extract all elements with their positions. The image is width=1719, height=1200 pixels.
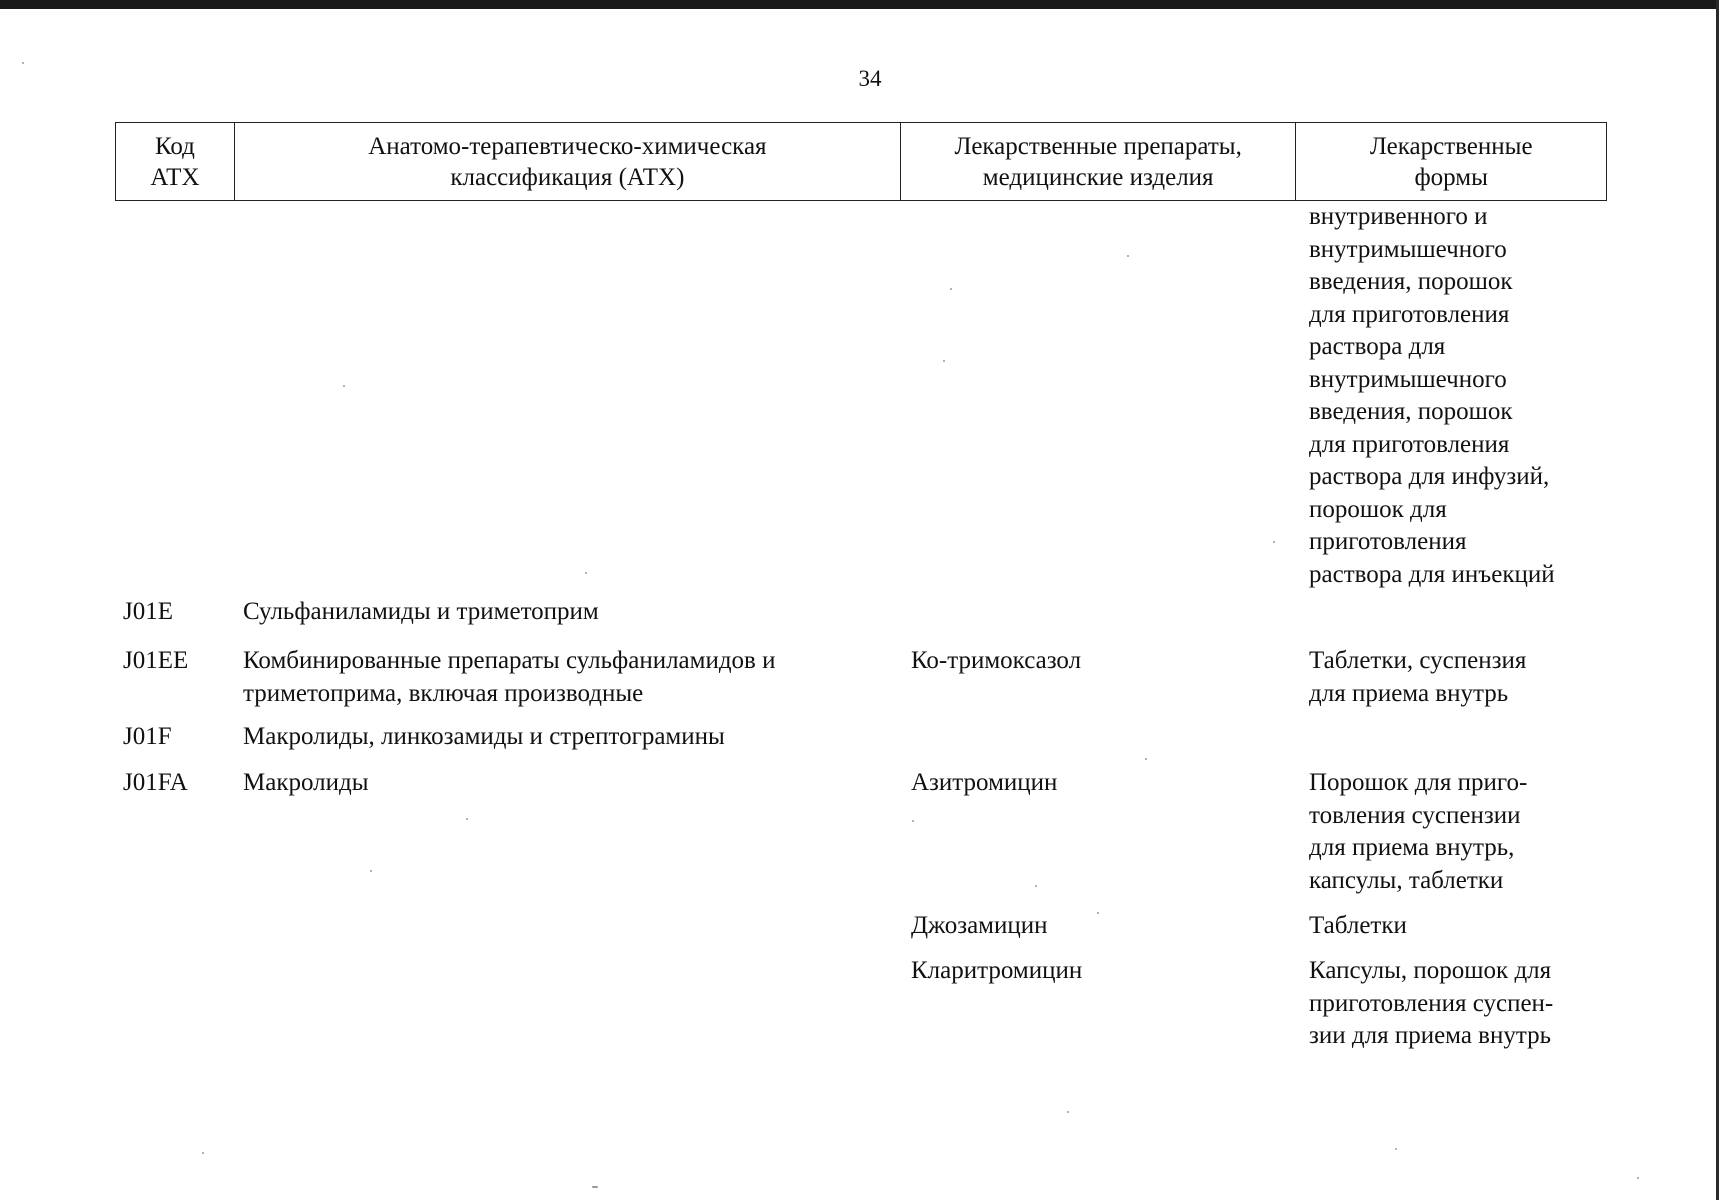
forms-line: капсулы, таблетки xyxy=(1309,866,1504,894)
header-text: Лекарственные xyxy=(1369,132,1533,160)
forms-line: внутривенного и xyxy=(1309,203,1488,230)
header-text: Лекарственные препараты, xyxy=(954,132,1242,160)
header-atc-classification xyxy=(235,123,901,200)
scan-speck xyxy=(912,820,914,822)
forms-line: введения, порошок xyxy=(1309,268,1513,295)
atc-classification xyxy=(243,721,908,754)
table-header xyxy=(115,122,1607,201)
top-border-line xyxy=(0,0,1719,9)
scan-speck xyxy=(950,288,952,290)
drug-name: Ко-тримоксазол xyxy=(911,647,1082,674)
scan-speck xyxy=(22,62,24,64)
forms-line: приготовления суспен- xyxy=(1309,989,1554,1017)
continuation-dosage-forms xyxy=(1309,201,1609,591)
atc-code: J01FA xyxy=(123,769,188,796)
classification-line: триметоприма, включая производные xyxy=(243,679,644,707)
forms-line: Таблетки, суспензия xyxy=(1309,647,1527,674)
forms-line: раствора для xyxy=(1309,333,1446,360)
scan-speck xyxy=(343,385,345,387)
forms-line: для приема внутрь, xyxy=(1309,834,1515,861)
scan-speck xyxy=(370,870,372,872)
forms-line: для приготовления xyxy=(1309,300,1510,328)
forms-line: порошок для xyxy=(1309,495,1447,523)
header-text: формы xyxy=(1414,163,1488,191)
header-drugs xyxy=(901,123,1296,200)
dosage-forms xyxy=(1309,767,1609,897)
forms-line: Порошок для приго- xyxy=(1309,769,1528,796)
forms-line: Капсулы, порошок для xyxy=(1309,957,1552,984)
scan-speck xyxy=(585,572,587,574)
forms-line: раствора для инфузий, xyxy=(1309,463,1550,490)
scan-speck xyxy=(1637,1177,1639,1179)
header-text: классификация (АТХ) xyxy=(450,163,685,191)
dosage-forms xyxy=(1309,955,1609,1053)
classification-line: Комбинированные препараты сульфаниламидов и xyxy=(243,647,776,674)
forms-line: раствора для инъекций xyxy=(1309,560,1555,588)
header-text: медицинские изделия xyxy=(982,163,1214,191)
atc-code: J01EE xyxy=(123,647,189,674)
atc-code: J01F xyxy=(123,723,172,750)
scan-speck xyxy=(943,360,945,362)
scan-speck xyxy=(466,818,468,820)
dosage-forms xyxy=(1309,645,1609,710)
header-text: Анатомо-терапевтическо-химическая xyxy=(368,132,767,160)
scan-speck xyxy=(1035,885,1037,887)
scan-speck xyxy=(1067,1111,1069,1113)
header-text: Код xyxy=(154,132,195,160)
drug-name: Кларитромицин xyxy=(911,957,1083,984)
forms-line: приготовления xyxy=(1309,528,1467,555)
forms-line: для приготовления xyxy=(1309,430,1510,458)
header-text: АТХ xyxy=(150,163,200,191)
drug-name: Джозамицин xyxy=(911,912,1048,939)
atc-classification xyxy=(243,645,908,710)
forms-line: введения, порошок xyxy=(1309,398,1513,425)
forms-line: внутримышечного xyxy=(1309,235,1507,263)
header-atc-code xyxy=(116,123,235,200)
classification-line: Макролиды, линкозамиды и стрептограмины xyxy=(243,723,725,750)
classification-line: Макролиды xyxy=(243,769,369,796)
atc-classification xyxy=(243,596,908,629)
forms-line: внутримышечного xyxy=(1309,365,1507,393)
forms-line: зии для приема внутрь xyxy=(1309,1022,1551,1049)
scan-speck xyxy=(1273,541,1275,543)
classification-line: Сульфаниламиды и триметоприм xyxy=(243,598,599,625)
atc-classification xyxy=(243,767,908,800)
forms-line: для приема внутрь xyxy=(1309,679,1509,707)
scan-speck xyxy=(592,1186,598,1188)
atc-code: J01E xyxy=(123,598,173,625)
drug-name: Азитромицин xyxy=(911,769,1058,796)
scan-speck xyxy=(202,1152,204,1154)
scan-speck xyxy=(1395,1148,1397,1150)
page-number: 34 xyxy=(858,66,882,91)
scan-speck xyxy=(1127,255,1129,257)
forms-line: товления суспензии xyxy=(1309,801,1521,829)
header-dosage-forms xyxy=(1296,123,1606,200)
dosage-forms xyxy=(1309,910,1609,943)
forms-line: Таблетки xyxy=(1309,912,1407,939)
scan-speck xyxy=(1145,758,1147,760)
